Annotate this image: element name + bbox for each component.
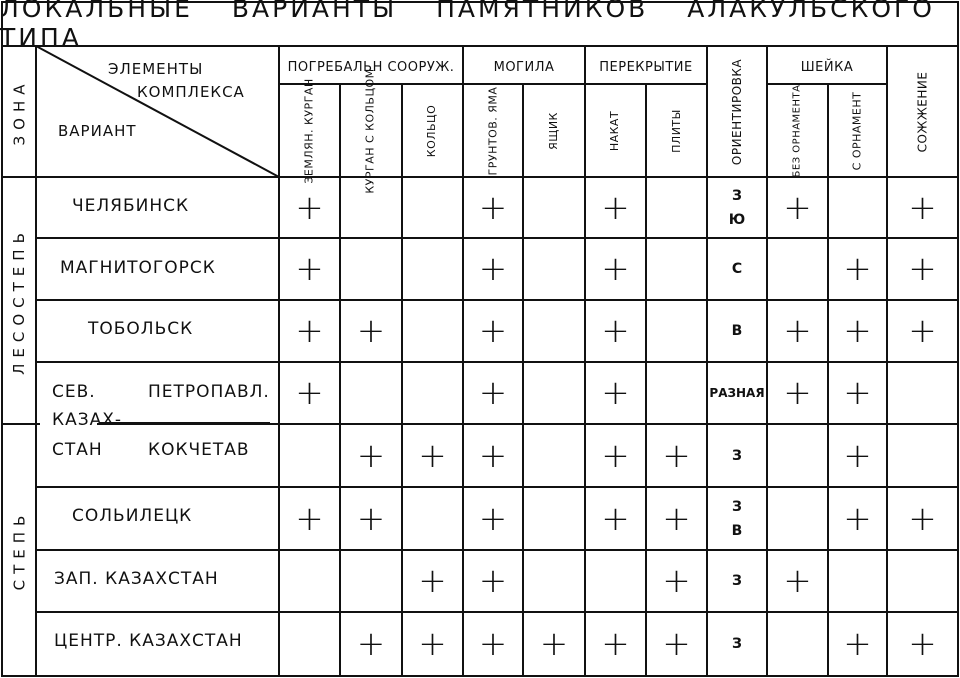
plus-mark bbox=[279, 300, 340, 362]
plus-mark bbox=[340, 424, 402, 487]
plus-mark bbox=[887, 612, 958, 676]
row-label-kokchetav: КОКЧЕТАВ bbox=[148, 440, 250, 460]
row-label-tobolsk: ТОБОЛЬСК bbox=[88, 319, 194, 339]
plus-mark bbox=[585, 424, 646, 487]
plus-mark bbox=[767, 362, 828, 424]
plus-symbol: + bbox=[478, 311, 508, 351]
plus-mark bbox=[646, 487, 707, 550]
col-slabs: ПЛИТЫ bbox=[669, 108, 683, 153]
plus-symbol: + bbox=[295, 249, 324, 289]
plus-symbol: + bbox=[418, 435, 447, 476]
plus-symbol: + bbox=[356, 435, 386, 476]
zone-forest-steppe: ЛЕСОСТЕПЬ bbox=[10, 226, 29, 375]
plus-symbol: + bbox=[783, 561, 812, 601]
orientation-value: Ю bbox=[728, 211, 746, 228]
variant-label: ВАРИАНТ bbox=[58, 122, 137, 140]
col-no-ornament: БЕЗ ОРНАМЕНТА bbox=[791, 84, 803, 177]
col-earth-kurgan: ЗЕМЛЯН. КУРГАН bbox=[302, 77, 316, 184]
plus-symbol: + bbox=[601, 373, 630, 413]
plus-mark bbox=[279, 487, 340, 550]
orientation-cell bbox=[707, 177, 767, 238]
col-with-ornament: С ОРНАМЕНТ bbox=[850, 91, 864, 170]
plus-mark bbox=[646, 424, 707, 487]
plus-mark bbox=[828, 424, 887, 487]
plus-mark bbox=[463, 612, 523, 676]
plus-symbol: + bbox=[908, 311, 937, 351]
plus-mark bbox=[279, 177, 340, 238]
plus-symbol: + bbox=[783, 311, 812, 351]
plus-symbol: + bbox=[295, 311, 324, 351]
orientation-value: З bbox=[732, 498, 742, 515]
plus-mark bbox=[523, 612, 585, 676]
plus-mark bbox=[767, 177, 828, 238]
plus-symbol: + bbox=[601, 187, 630, 228]
row-label-petropavl: ПЕТРОПАВЛ. bbox=[148, 382, 270, 402]
plus-mark bbox=[340, 300, 402, 362]
plus-symbol: + bbox=[478, 373, 508, 413]
plus-symbol: + bbox=[662, 435, 691, 476]
plus-symbol: + bbox=[295, 187, 324, 228]
orientation-value: В bbox=[731, 522, 743, 539]
plus-symbol: + bbox=[418, 624, 447, 664]
col-roll: НАКАТ bbox=[608, 110, 622, 151]
group-cremation: СОЖЖЕНИЕ bbox=[915, 71, 930, 152]
plus-mark bbox=[828, 362, 887, 424]
plus-symbol: + bbox=[662, 561, 691, 601]
plus-symbol: + bbox=[843, 311, 872, 351]
plus-symbol: + bbox=[908, 624, 937, 664]
plus-symbol: + bbox=[356, 498, 386, 539]
plus-mark bbox=[585, 487, 646, 550]
plus-mark bbox=[463, 550, 523, 612]
orientation-cell bbox=[707, 238, 767, 300]
orientation-cell bbox=[707, 487, 767, 550]
zone-header: ЗОНА bbox=[10, 78, 28, 145]
plus-mark bbox=[887, 177, 958, 238]
plus-mark bbox=[463, 362, 523, 424]
plus-mark bbox=[463, 487, 523, 550]
col-kurgan-ring: КУРГАН С КОЛЬЦОМ bbox=[364, 67, 377, 194]
group-burial: ПОГРЕБАЛЬН СООРУЖ. bbox=[287, 59, 455, 75]
plus-mark bbox=[828, 238, 887, 300]
plus-mark bbox=[887, 238, 958, 300]
plus-symbol: + bbox=[356, 311, 386, 351]
plus-symbol: + bbox=[478, 187, 508, 228]
plus-mark bbox=[340, 487, 402, 550]
plus-mark bbox=[646, 612, 707, 676]
plus-mark bbox=[585, 362, 646, 424]
complex-label: КОМПЛЕКСА bbox=[137, 83, 245, 101]
orientation-cell bbox=[707, 362, 767, 424]
plus-mark bbox=[279, 238, 340, 300]
plus-mark bbox=[402, 550, 463, 612]
plus-mark bbox=[646, 550, 707, 612]
plus-mark bbox=[767, 550, 828, 612]
plus-mark bbox=[463, 238, 523, 300]
plus-symbol: + bbox=[601, 624, 630, 664]
plus-symbol: + bbox=[843, 624, 872, 664]
elements-label: ЭЛЕМЕНТЫ bbox=[108, 60, 204, 78]
row-label-central-kazakhstan: ЦЕНТР. КАЗАХСТАН bbox=[54, 631, 243, 651]
plus-symbol: + bbox=[601, 435, 630, 476]
table-title: ЛОКАЛЬНЫЕ ВАРИАНТЫ ПАМЯТНИКОВ АЛАКУЛЬСКОГО ТИПА bbox=[0, 0, 935, 52]
row-label-sev: СЕВ. bbox=[52, 382, 96, 402]
plus-mark bbox=[585, 177, 646, 238]
plus-symbol: + bbox=[478, 435, 508, 476]
plus-symbol: + bbox=[662, 498, 691, 539]
plus-mark bbox=[402, 612, 463, 676]
orientation-value: З bbox=[732, 573, 742, 589]
plus-symbol: + bbox=[295, 373, 324, 413]
group-cover: ПЕРЕКРЫТИЕ bbox=[599, 59, 693, 75]
col-ground-pit: ГРУНТОВ. ЯМА bbox=[486, 86, 499, 175]
plus-symbol: + bbox=[908, 187, 937, 228]
orientation-cell bbox=[707, 550, 767, 612]
orientation-value: В bbox=[731, 323, 743, 339]
plus-symbol: + bbox=[843, 435, 872, 476]
plus-symbol: + bbox=[478, 561, 508, 601]
orientation-cell bbox=[707, 424, 767, 487]
plus-mark bbox=[463, 300, 523, 362]
zone-steppe: СТЕПЬ bbox=[10, 509, 28, 591]
plus-mark bbox=[585, 300, 646, 362]
row-label-magnitogorsk: МАГНИТОГОРСК bbox=[60, 258, 216, 278]
plus-symbol: + bbox=[908, 498, 937, 539]
col-box: ЯЩИК bbox=[547, 111, 560, 150]
plus-mark bbox=[887, 487, 958, 550]
orientation-cell bbox=[707, 612, 767, 676]
plus-symbol: + bbox=[783, 373, 812, 413]
orientation-value: З bbox=[732, 636, 742, 652]
orientation-value: З bbox=[732, 447, 742, 464]
plus-symbol: + bbox=[478, 249, 508, 289]
col-ring: КОЛЬЦО bbox=[425, 104, 439, 157]
orientation-cell bbox=[707, 300, 767, 362]
plus-symbol: + bbox=[295, 498, 324, 539]
orientation-value: РАЗНАЯ bbox=[709, 386, 765, 400]
plus-symbol: + bbox=[783, 187, 812, 228]
orientation-value: З bbox=[732, 187, 742, 204]
group-neck: ШЕЙКА bbox=[800, 59, 854, 75]
plus-mark bbox=[402, 424, 463, 487]
plus-symbol: + bbox=[601, 249, 630, 289]
plus-mark bbox=[340, 612, 402, 676]
plus-mark bbox=[887, 300, 958, 362]
plus-symbol: + bbox=[601, 311, 630, 351]
row-label-chelyabinsk: ЧЕЛЯБИНСК bbox=[72, 196, 190, 216]
plus-mark bbox=[585, 238, 646, 300]
plus-mark bbox=[463, 177, 523, 238]
plus-symbol: + bbox=[356, 624, 386, 664]
row-label-stan: СТАН bbox=[52, 440, 103, 460]
plus-symbol: + bbox=[539, 624, 569, 664]
plus-mark bbox=[828, 612, 887, 676]
plus-symbol: + bbox=[843, 249, 872, 289]
row-label-solilezk: СОЛЬИЛЕЦК bbox=[72, 506, 193, 526]
plus-mark bbox=[279, 362, 340, 424]
plus-symbol: + bbox=[601, 498, 630, 539]
group-grave: МОГИЛА bbox=[493, 59, 555, 75]
plus-mark bbox=[585, 612, 646, 676]
plus-symbol: + bbox=[908, 249, 937, 289]
row-label-west-kazakhstan: ЗАП. КАЗАХСТАН bbox=[54, 569, 219, 589]
plus-symbol: + bbox=[662, 624, 691, 664]
plus-mark bbox=[463, 424, 523, 487]
group-orientation: ОРИЕНТИРОВКА bbox=[730, 58, 744, 165]
plus-symbol: + bbox=[478, 624, 508, 664]
plus-mark bbox=[828, 487, 887, 550]
plus-symbol: + bbox=[478, 498, 508, 539]
plus-symbol: + bbox=[843, 373, 872, 413]
plus-symbol: + bbox=[418, 561, 447, 601]
plus-mark bbox=[767, 300, 828, 362]
orientation-value: С bbox=[731, 261, 743, 277]
plus-symbol: + bbox=[843, 498, 872, 539]
plus-mark bbox=[828, 300, 887, 362]
row-label-kazakh: КАЗАХ- bbox=[52, 410, 123, 430]
